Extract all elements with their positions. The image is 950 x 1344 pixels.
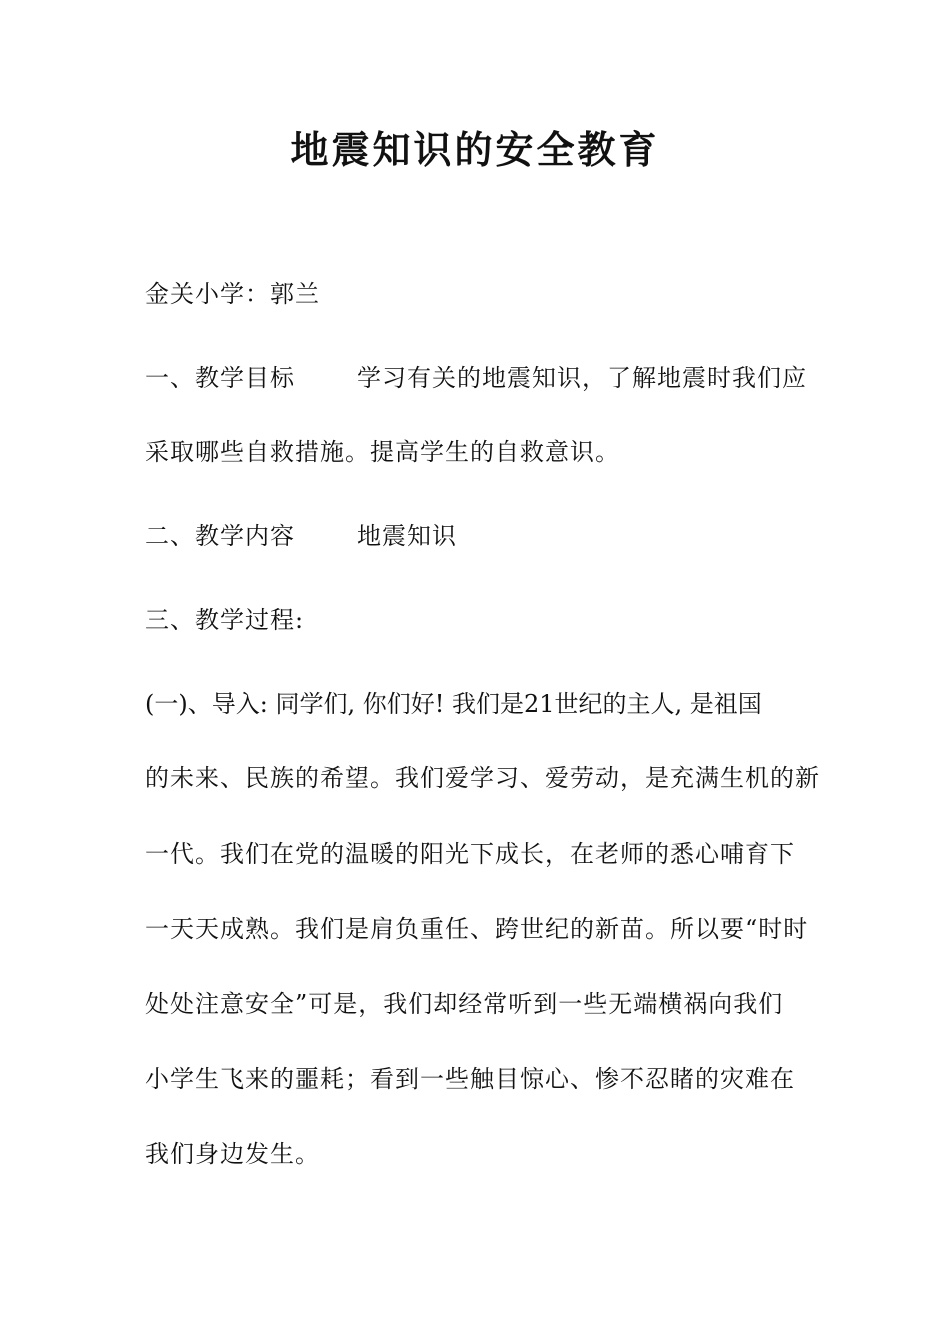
section-1-text-start: 学习有关的地震知识，了解地震时我们应 — [357, 364, 807, 392]
author-line: 金关小学：郭兰 — [145, 280, 320, 308]
section-1-line-2: 采取哪些自救措施。提高学生的自救意识。 — [145, 438, 620, 466]
intro-line-5: 处处注意安全”可是，我们却经常听到一些无端横祸向我们 — [145, 990, 784, 1018]
section-2-text: 地震知识 — [357, 522, 457, 550]
intro-line-3: 一代。我们在党的温暖的阳光下成长，在老师的悉心哺育下 — [145, 840, 795, 868]
section-2-line — [145, 518, 810, 554]
intro-line-6: 小学生飞来的噩耗；看到一些触目惊心、惨不忍睹的灾难在 — [145, 1065, 795, 1093]
section-1-heading: 一、教学目标 — [145, 364, 295, 392]
section-2-heading: 二、教学内容 — [145, 522, 295, 550]
document-title: 地震知识的安全教育 — [290, 127, 660, 172]
intro-line-1: (一)、导入: 同学们, 你们好! 我们是21世纪的主人, 是祖国 — [145, 690, 762, 718]
section-3-heading: 三、教学过程: — [145, 606, 305, 634]
intro-line-4: 一天天成熟。我们是肩负重任、跨世纪的新苗。所以要“时时 — [145, 915, 809, 943]
section-1-line-1 — [145, 360, 810, 396]
intro-line-7: 我们身边发生。 — [145, 1140, 320, 1168]
intro-line-2: 的未来、民族的希望。我们爱学习、爱劳动，是充满生机的新 — [145, 764, 820, 792]
